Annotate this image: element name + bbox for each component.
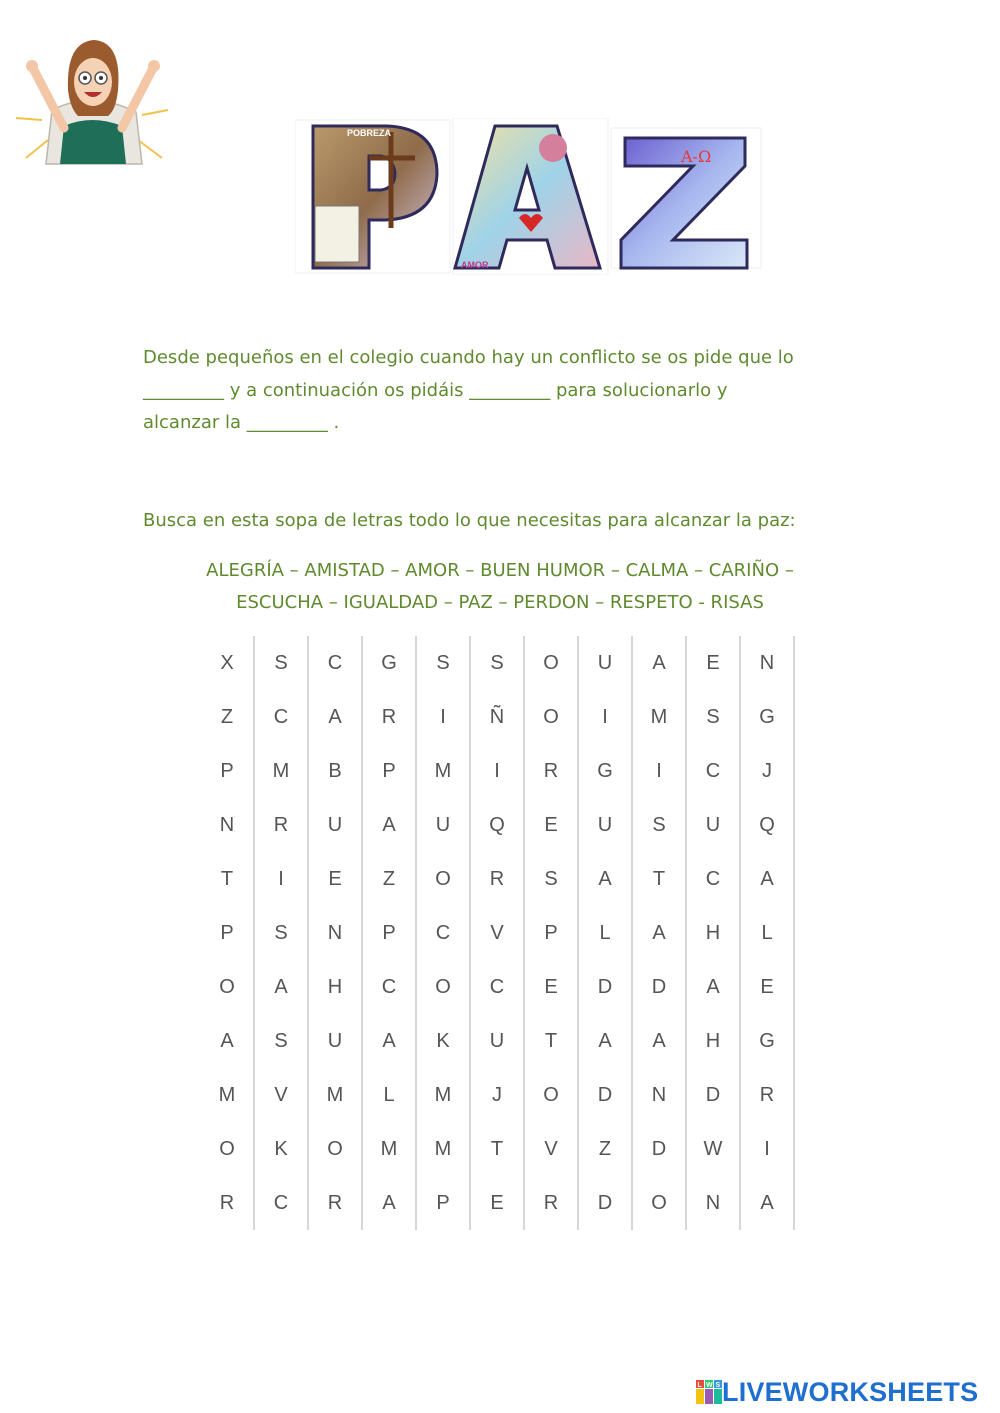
- grid-cell[interactable]: O: [435, 975, 451, 998]
- intro-paragraph: [143, 342, 833, 440]
- grid-cell[interactable]: H: [705, 921, 721, 944]
- p-letter-label: POBREZA: [347, 128, 392, 138]
- grid-cell[interactable]: A: [652, 651, 666, 674]
- answer-blank-2[interactable]: _________: [469, 379, 551, 401]
- word-search-grid[interactable]: [200, 636, 794, 1230]
- grid-cell[interactable]: I: [656, 759, 662, 782]
- grid-cell[interactable]: M: [326, 1083, 344, 1106]
- grid-cell[interactable]: U: [597, 813, 613, 836]
- grid-cell[interactable]: R: [489, 867, 505, 890]
- grid-cell[interactable]: U: [489, 1029, 505, 1052]
- grid-cell[interactable]: O: [651, 1191, 667, 1214]
- grid-cell[interactable]: I: [494, 759, 500, 782]
- grid-cell[interactable]: U: [327, 1029, 343, 1052]
- grid-cell[interactable]: M: [434, 759, 452, 782]
- grid-cell[interactable]: T: [490, 1137, 504, 1160]
- brand-text: LIVEWORKSHEETS: [722, 1376, 979, 1407]
- grid-cell[interactable]: D: [705, 1083, 721, 1106]
- grid-cell[interactable]: J: [492, 1083, 502, 1106]
- grid-cell[interactable]: J: [762, 759, 772, 782]
- grid-cell[interactable]: G: [759, 1029, 775, 1052]
- grid-cell[interactable]: A: [760, 867, 774, 890]
- grid-cell[interactable]: E: [760, 975, 774, 998]
- grid-cell[interactable]: N: [327, 921, 343, 944]
- grid-cell[interactable]: T: [544, 1029, 558, 1052]
- answer-blank-3[interactable]: _________: [246, 412, 328, 433]
- grid-cell[interactable]: C: [435, 921, 451, 944]
- grid-cell[interactable]: R: [327, 1191, 343, 1214]
- grid-cell[interactable]: S: [490, 651, 504, 674]
- grid-cell[interactable]: A: [652, 921, 666, 944]
- grid-cell[interactable]: O: [543, 705, 559, 728]
- grid-cell[interactable]: S: [436, 651, 450, 674]
- grid-cell[interactable]: A: [382, 1029, 396, 1052]
- grid-cell[interactable]: C: [705, 759, 721, 782]
- grid-cell[interactable]: Ñ: [489, 705, 505, 728]
- grid-cell[interactable]: Q: [489, 813, 505, 836]
- grid-cell[interactable]: K: [436, 1029, 450, 1052]
- z-letter-label: A-Ω: [681, 147, 712, 166]
- grid-cell[interactable]: N: [219, 813, 235, 836]
- word-list-line-2: ESCUCHA – IGUALDAD – PAZ – PERDON – RESPETO - RISAS: [236, 592, 764, 613]
- grid-cell[interactable]: T: [652, 867, 666, 890]
- grid-cell[interactable]: C: [705, 867, 721, 890]
- grid-cell[interactable]: S: [274, 1029, 288, 1052]
- intro-text: para solucionarlo y: [550, 379, 728, 401]
- grid-cell[interactable]: K: [274, 1137, 288, 1160]
- grid-cell[interactable]: R: [219, 1191, 235, 1214]
- grid-cell[interactable]: V: [544, 1137, 558, 1160]
- grid-cell[interactable]: I: [278, 867, 284, 890]
- intro-line-2: [143, 375, 833, 408]
- grid-cell[interactable]: O: [543, 651, 559, 674]
- grid-cell[interactable]: P: [382, 759, 396, 782]
- grid-cell[interactable]: U: [597, 651, 613, 674]
- grid-cell[interactable]: U: [435, 813, 451, 836]
- liveworksheets-logo: [696, 1377, 978, 1407]
- grid-cell[interactable]: A: [598, 1029, 612, 1052]
- grid-cell[interactable]: G: [597, 759, 613, 782]
- grid-cell[interactable]: M: [218, 1083, 236, 1106]
- grid-cell[interactable]: A: [382, 813, 396, 836]
- grid-cell[interactable]: M: [434, 1083, 452, 1106]
- a-letter-label: AMOR: [461, 260, 489, 270]
- grid-cell[interactable]: O: [219, 975, 235, 998]
- grid-cell[interactable]: P: [220, 921, 234, 944]
- grid-cell[interactable]: O: [219, 1137, 235, 1160]
- instruction-text: Busca en esta sopa de letras todo lo que necesitas para alcanzar la paz:: [143, 510, 796, 531]
- answer-blank-1[interactable]: _________: [143, 379, 224, 401]
- intro-line-3: [143, 407, 833, 440]
- grid-cell[interactable]: B: [328, 759, 342, 782]
- grid-cell[interactable]: E: [544, 813, 558, 836]
- grid-cell[interactable]: V: [490, 921, 504, 944]
- grid-cell[interactable]: D: [597, 975, 613, 998]
- grid-cell[interactable]: Z: [598, 1137, 612, 1160]
- grid-cell[interactable]: Q: [759, 813, 775, 836]
- grid-cell[interactable]: M: [650, 705, 668, 728]
- grid-cell[interactable]: L: [383, 1083, 395, 1106]
- grid-cell[interactable]: A: [760, 1191, 774, 1214]
- grid-cell[interactable]: A: [706, 975, 720, 998]
- grid-cell[interactable]: E: [490, 1191, 504, 1214]
- grid-cell[interactable]: M: [272, 759, 290, 782]
- grid-cell[interactable]: M: [380, 1137, 398, 1160]
- grid-cell[interactable]: O: [543, 1083, 559, 1106]
- grid-cell[interactable]: P: [436, 1191, 450, 1214]
- grid-cell[interactable]: R: [759, 1083, 775, 1106]
- word-list: [120, 555, 880, 619]
- grid-cell[interactable]: G: [381, 651, 397, 674]
- grid-cell[interactable]: Z: [382, 867, 396, 890]
- grid-cell[interactable]: C: [273, 1191, 289, 1214]
- svg-text:S: S: [715, 1382, 721, 1389]
- grid-cell[interactable]: A: [652, 1029, 666, 1052]
- grid-cell[interactable]: L: [761, 921, 773, 944]
- intro-text: alcanzar la: [143, 412, 247, 433]
- intro-text: .: [327, 412, 340, 433]
- word-list-line-1: ALEGRÍA – AMISTAD – AMOR – BUEN HUMOR – CALMA – CARIÑO –: [206, 560, 794, 581]
- grid-cell[interactable]: P: [544, 921, 558, 944]
- grid-cell[interactable]: D: [651, 975, 667, 998]
- grid-cell[interactable]: T: [220, 867, 234, 890]
- grid-cell[interactable]: C: [381, 975, 397, 998]
- grid-cell[interactable]: A: [274, 975, 288, 998]
- grid-cell[interactable]: X: [220, 651, 234, 674]
- grid-cell[interactable]: S: [274, 921, 288, 944]
- grid-cell[interactable]: A: [328, 705, 342, 728]
- grid-cell[interactable]: D: [651, 1137, 667, 1160]
- grid-cell[interactable]: D: [597, 1083, 613, 1106]
- grid-cell[interactable]: U: [327, 813, 343, 836]
- grid-cell[interactable]: C: [327, 651, 343, 674]
- grid-cell[interactable]: N: [759, 651, 775, 674]
- grid-cell[interactable]: W: [703, 1137, 723, 1160]
- svg-text:L: L: [697, 1382, 702, 1389]
- grid-cell[interactable]: Z: [220, 705, 234, 728]
- grid-cell[interactable]: O: [327, 1137, 343, 1160]
- grid-cell[interactable]: N: [651, 1083, 667, 1106]
- grid-cell[interactable]: E: [706, 651, 720, 674]
- teacher-avatar: [12, 30, 172, 170]
- grid-cell[interactable]: C: [273, 705, 289, 728]
- grid-cell[interactable]: G: [759, 705, 775, 728]
- paz-title-artwork: [295, 118, 765, 275]
- grid-cell[interactable]: S: [706, 705, 720, 728]
- liveworksheets-badge-icon: [696, 1380, 722, 1404]
- svg-text:W: W: [706, 1382, 713, 1389]
- grid-cell[interactable]: N: [705, 1191, 721, 1214]
- grid-cell[interactable]: A: [220, 1029, 234, 1052]
- grid-cell[interactable]: R: [381, 705, 397, 728]
- grid-cell[interactable]: S: [274, 651, 288, 674]
- grid-cell[interactable]: H: [705, 1029, 721, 1052]
- grid-cell[interactable]: U: [705, 813, 721, 836]
- grid-cell[interactable]: P: [220, 759, 234, 782]
- grid-cell[interactable]: C: [489, 975, 505, 998]
- grid-cell[interactable]: V: [274, 1083, 288, 1106]
- grid-cell[interactable]: R: [273, 813, 289, 836]
- grid-cell[interactable]: I: [440, 705, 446, 728]
- grid-cell[interactable]: R: [543, 759, 559, 782]
- grid-cell[interactable]: E: [328, 867, 342, 890]
- grid-cell[interactable]: O: [435, 867, 451, 890]
- grid-cell[interactable]: M: [434, 1137, 452, 1160]
- intro-text: y a continuación os pidáis: [224, 379, 470, 401]
- grid-cell[interactable]: S: [544, 867, 558, 890]
- grid-cell[interactable]: A: [598, 867, 612, 890]
- grid-cell[interactable]: I: [764, 1137, 770, 1160]
- grid-cell[interactable]: P: [382, 921, 396, 944]
- grid-cell[interactable]: R: [543, 1191, 559, 1214]
- grid-cell[interactable]: A: [382, 1191, 396, 1214]
- grid-cell[interactable]: D: [597, 1191, 613, 1214]
- grid-cell[interactable]: I: [602, 705, 608, 728]
- grid-cell[interactable]: S: [652, 813, 666, 836]
- grid-cell[interactable]: E: [544, 975, 558, 998]
- grid-cell[interactable]: L: [599, 921, 611, 944]
- grid-cell[interactable]: H: [327, 975, 343, 998]
- intro-line-1: Desde pequeños en el colegio cuando hay un conflicto se os pide que lo: [143, 347, 794, 368]
